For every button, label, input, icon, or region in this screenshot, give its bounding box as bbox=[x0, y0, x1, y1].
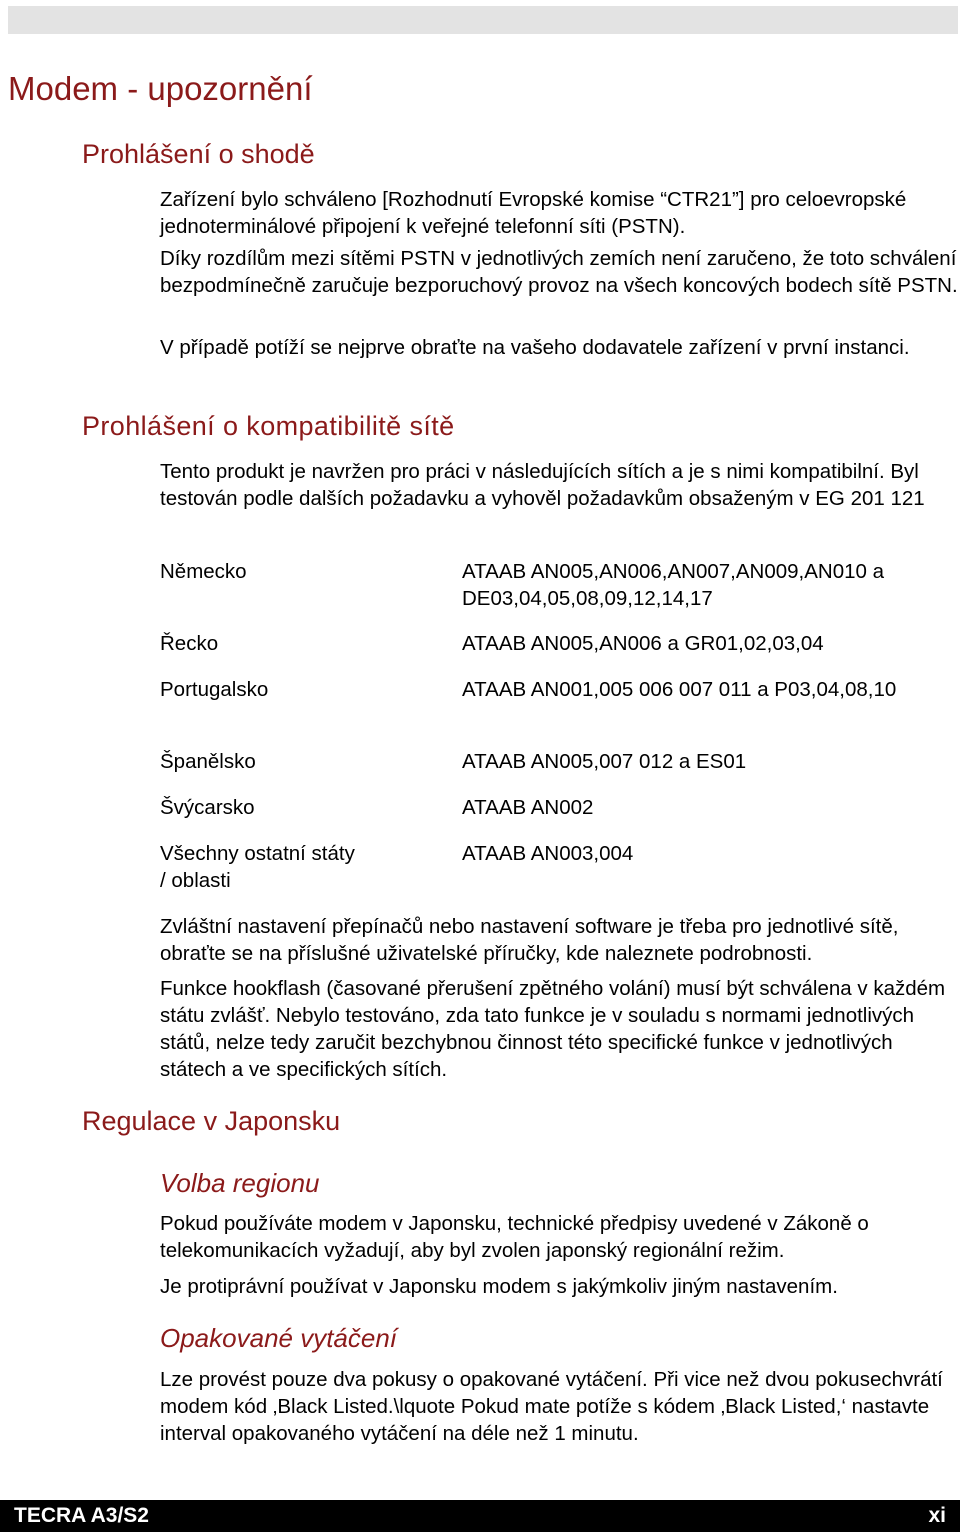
country-name: Řecko bbox=[160, 632, 219, 655]
country-name: Portugalsko bbox=[160, 678, 269, 701]
heading-region-selection: Volba regionu bbox=[160, 1168, 320, 1198]
paragraph-japan-illegal-settings: Je protiprávní používat v Japonsku modem s jakýmkoliv jiným nastavením. bbox=[160, 1275, 838, 1298]
chapter-title: Modem - upozornění bbox=[8, 70, 313, 107]
heading-declaration-of-conformity: Prohlášení o shodě bbox=[82, 139, 315, 169]
heading-network-compatibility: Prohlášení o kompatibilitě sítě bbox=[82, 411, 455, 441]
heading-redial: Opakované vytáčení bbox=[160, 1323, 398, 1353]
country-name: Německo bbox=[160, 560, 247, 583]
country-name: Všechny ostatní státy / oblasti bbox=[160, 842, 355, 892]
country-row bbox=[160, 558, 960, 618]
country-standard: ATAAB AN002 bbox=[462, 796, 594, 819]
paragraph-approval: Zařízení bylo schváleno [Rozhodnutí Evropské komise “CTR21”] pro celoevropské jednoterminálové připojení k veřejné telefonní síti (PSTN). bbox=[160, 188, 907, 238]
country-standard: ATAAB AN001,005 006 007 011 a P03,04,08,10 bbox=[462, 678, 897, 701]
paragraph-special-settings: Zvláštní nastavení přepínačů nebo nastavení software je třeba pro jednotlivé sítě, obraťte se na příslušné uživatelské příručky, kde naleznete podrobnosti. bbox=[160, 915, 899, 965]
paragraph-contact-supplier: V případě potíží se nejprve obraťte na vašeho dodavatele zařízení v první instanci. bbox=[160, 336, 910, 359]
heading-japan-regulations: Regulace v Japonsku bbox=[82, 1106, 341, 1136]
paragraph-hookflash: Funkce hookflash (časované přerušení zpětného volání) musí být schválena v každém státu zvlášť. Nebylo testováno, zda tato funkce je v souladu s normami jednotlivých států, nelze tedy zaručit bezchybnou činnost této specifické funkce v jednotlivých státech a ve specifických sítích. bbox=[160, 977, 946, 1081]
country-name: Španělsko bbox=[160, 750, 256, 773]
footer-bar bbox=[0, 1500, 960, 1532]
header-bar bbox=[8, 6, 958, 34]
paragraph-redial-attempts: Lze provést pouze dva pokusy o opakované vytáčení. Při vice než dvou pokusechvrátí modem kód ‚Black Listed.\lquote Pokud mate potíže s kódem ‚Black Listed,‘ nastavte interval opakovaného vytáčení na déle než 1 minutu. bbox=[160, 1368, 943, 1445]
page-number: xi bbox=[928, 1504, 946, 1527]
country-name: Švýcarsko bbox=[160, 796, 255, 819]
country-standard: ATAAB AN005,007 012 a ES01 bbox=[462, 750, 747, 773]
paragraph-pstn-differences: Díky rozdílům mezi sítěmi PSTN v jednotlivých zemích není zaručeno, že toto schválení bezpodmínečně zaručuje bezporuchový provoz na všech koncových bodech sítě PSTN. bbox=[160, 247, 958, 297]
paragraph-compatibility-intro: Tento produkt je navržen pro práci v následujících sítích a je s nimi kompatibilní. Byl testován podle dalších požadavku a vyhověl požadavkům obsaženým v EG 201 121 bbox=[160, 460, 925, 510]
country-standard: ATAAB AN003,004 bbox=[462, 842, 634, 865]
footer-model: TECRA A3/S2 bbox=[14, 1504, 149, 1527]
country-standard: ATAAB AN005,AN006 a GR01,02,03,04 bbox=[462, 632, 824, 655]
country-row bbox=[160, 840, 960, 900]
country-standard: ATAAB AN005,AN006,AN007,AN009,AN010 a DE03,04,05,08,09,12,14,17 bbox=[462, 560, 885, 610]
paragraph-japan-region-mode: Pokud používáte modem v Japonsku, technické předpisy uvedené v Zákoně o telekomunikacích vyžadují, aby byl zvolen japonský regionální režim. bbox=[160, 1212, 869, 1262]
country-row bbox=[160, 676, 960, 736]
